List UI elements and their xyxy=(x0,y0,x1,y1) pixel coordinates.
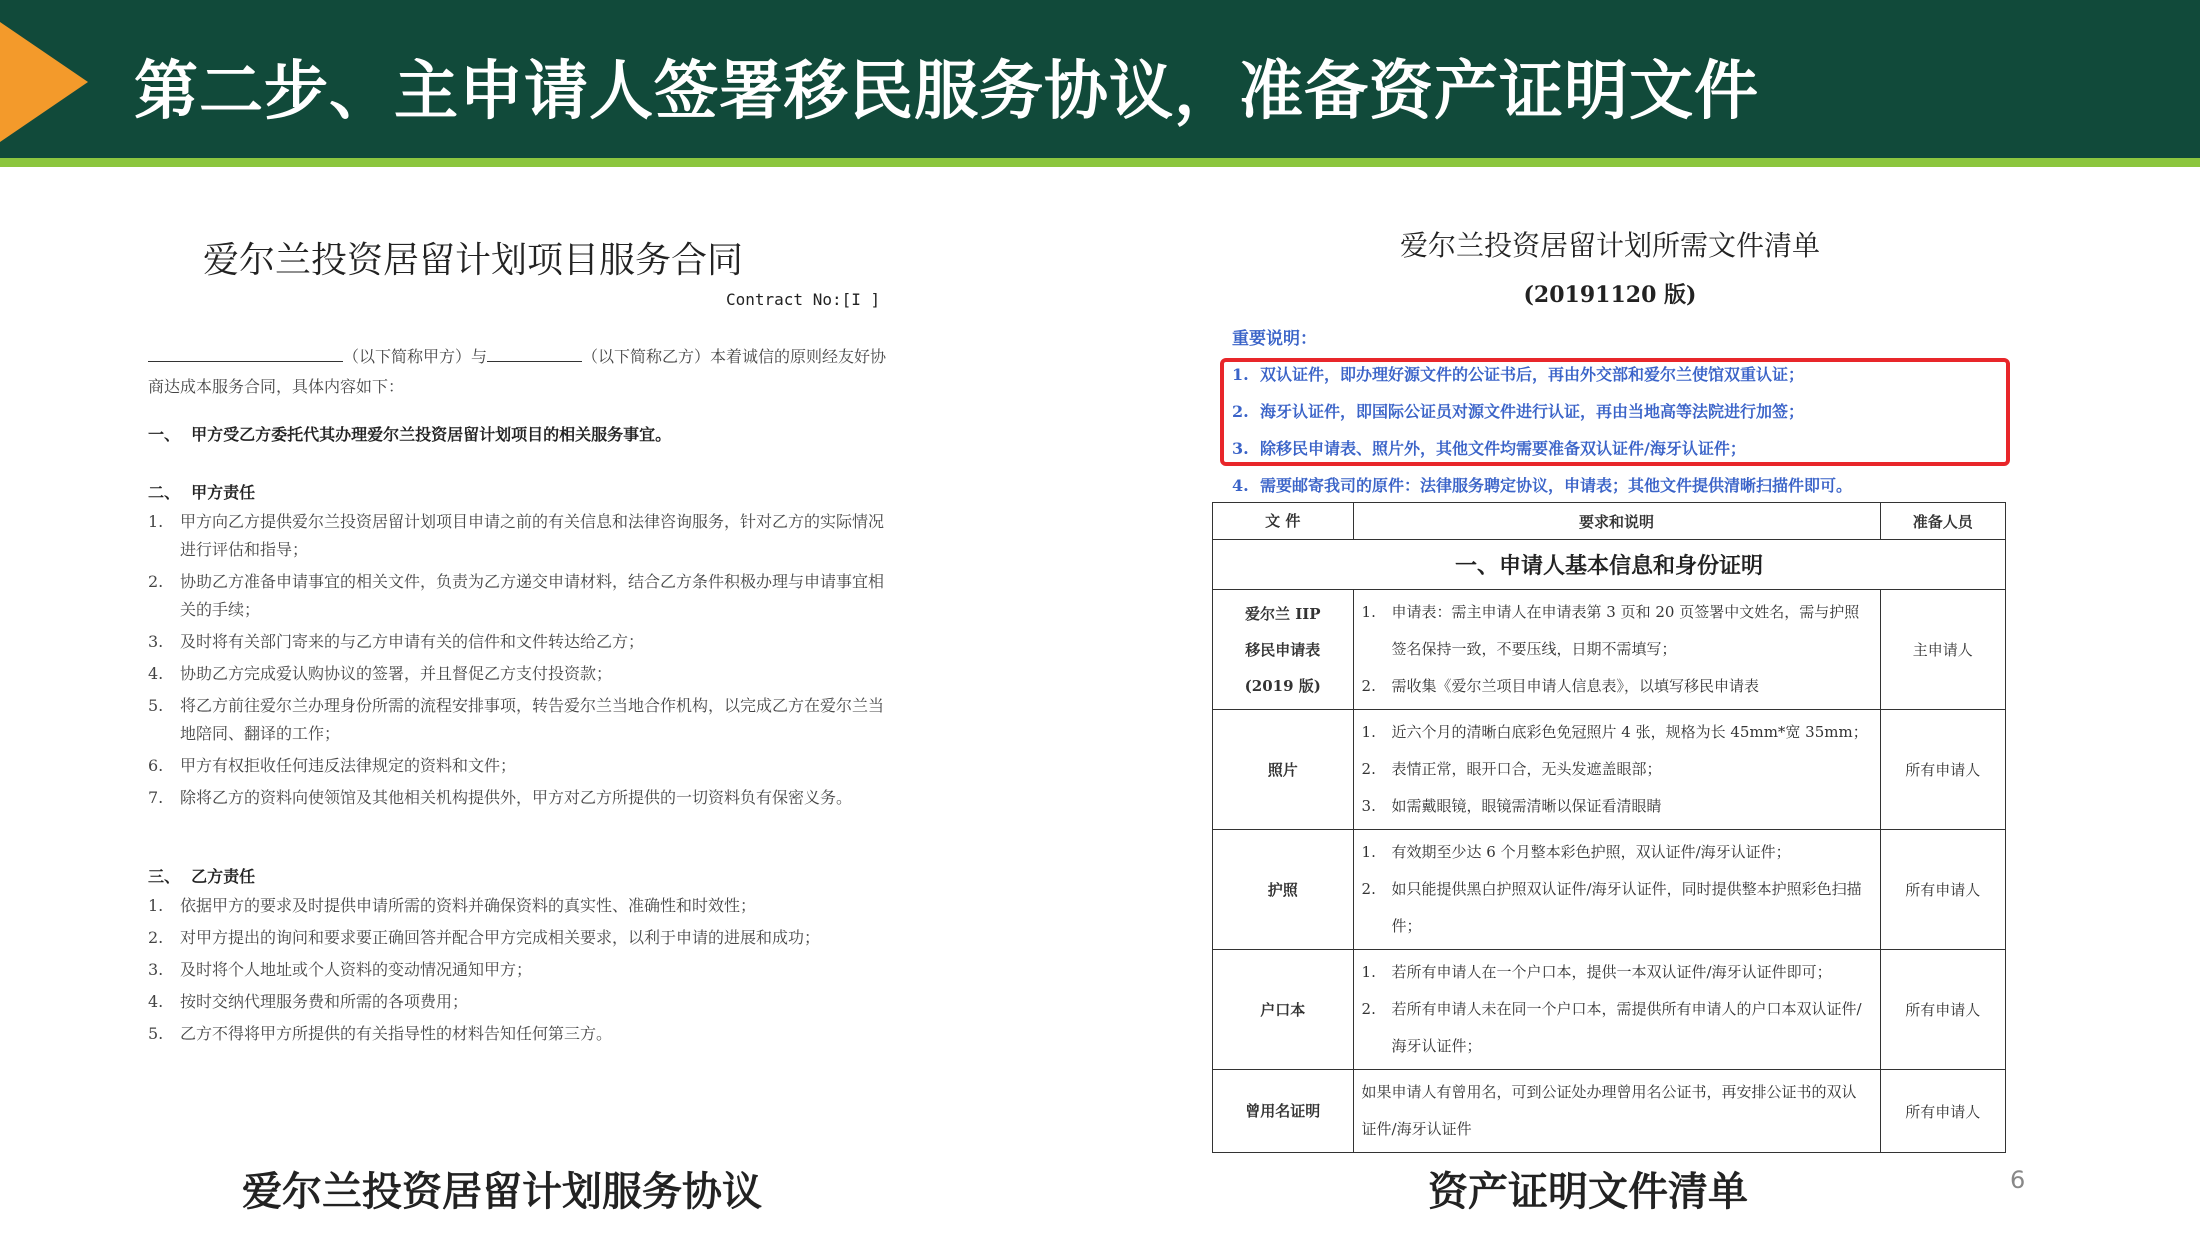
contract-document xyxy=(148,222,888,1092)
requirements-table xyxy=(1212,502,2006,1153)
who-cell: 所有申请人 xyxy=(1880,830,2005,950)
doc-cell: 照片 xyxy=(1213,710,1354,830)
list-item: 4. 协助乙方完成爱认购协议的签署，并且督促乙方支付投资款； xyxy=(148,664,613,683)
contract-section-2 xyxy=(148,478,888,816)
who-cell: 所有申请人 xyxy=(1880,950,2005,1070)
who-cell: 所有申请人 xyxy=(1880,1070,2005,1153)
table-row xyxy=(1213,710,2006,830)
section-number: 三、 xyxy=(148,867,181,886)
table-row xyxy=(1213,1070,2006,1153)
section-number: 二、 xyxy=(148,483,181,502)
intro-part-a: （以下简称甲方）与 xyxy=(343,347,488,366)
note-item: 4. 需要邮寄我司的原件：法律服务聘定协议，申请表；其他文件提供清晰扫描件即可。 xyxy=(1232,476,1853,495)
contract-title: 爱尔兰投资居留计划项目服务合同 xyxy=(202,240,743,281)
desc-cell: 1. 申请表：需主申请人在申请表第 3 页和 20 页签署中文姓名，需与护照签名保持一致，不要压线，日期不需填写； 2. 需收集《爱尔兰项目申请人信息表》，以填写移民申请表 xyxy=(1353,590,1880,710)
party-b-blank xyxy=(487,344,582,362)
caption-right: 资产证明文件清单 xyxy=(1428,1169,1748,1215)
page-title: 第二步、主申请人签署移民服务协议，准备资产证明文件 xyxy=(134,55,1759,129)
contract-intro xyxy=(148,342,888,402)
section-heading: 甲方责任 xyxy=(191,483,256,502)
who-cell: 主申请人 xyxy=(1880,590,2005,710)
table-header-row xyxy=(1213,503,2006,540)
desc-cell: 1. 有效期至少达 6 个月整本彩色护照，双认证件/海牙认证件； 2. 如只能提供黑白护照双认证件/海牙认证件，同时提供整本护照彩色扫描件； xyxy=(1353,830,1880,950)
checklist-version: (20191120 版) xyxy=(1523,282,1697,308)
doc-cell: 爱尔兰 IIP 移民申请表 (2019 版) xyxy=(1213,590,1354,710)
who-cell: 所有申请人 xyxy=(1880,710,2005,830)
list-item: 3. 及时将个人地址或个人资料的变动情况通知甲方； xyxy=(148,960,533,979)
list-item: 5. 乙方不得将甲方所提供的有关指导性的材料告知任何第三方。 xyxy=(148,1024,613,1043)
table-row xyxy=(1213,950,2006,1070)
document-checklist xyxy=(1210,222,2010,1138)
contract-section-1 xyxy=(148,420,888,450)
note-item: 3. 除移民申请表、照片外，其他文件均需要准备双认证件/海牙认证件； xyxy=(1232,439,1746,458)
header-who: 准备人员 xyxy=(1880,503,2005,540)
intro-part-b: （以下简称乙方）本着诚信的原则经友好协商达成本服务合同，具体内容如下： xyxy=(148,347,887,396)
section-title: 一、申请人基本信息和身份证明 xyxy=(1213,540,2006,590)
desc-cell: 1. 近六个月的清晰白底彩色免冠照片 4 张，规格为长 45mm*宽 35mm； 2. 表情正常，眼开口合，无头发遮盖眼部； 3. 如需戴眼镜，眼镜需清晰以保证看清眼睛 xyxy=(1353,710,1880,830)
desc-cell: 如果申请人有曾用名，可到公证处办理曾用名公证书，再安排公证书的双认证件/海牙认证件 xyxy=(1353,1070,1880,1153)
contract-number: Contract No:[I ] xyxy=(726,290,881,309)
list-item: 2. 协助乙方准备申请事宜的相关文件，负责为乙方递交申请材料，结合乙方条件积极办理与申请事宜相关的手续； xyxy=(148,572,885,619)
header-doc: 文 件 xyxy=(1213,503,1354,540)
header-stripe xyxy=(0,158,2200,167)
list-item: 4. 按时交纳代理服务费和所需的各项费用； xyxy=(148,992,469,1011)
highlight-box xyxy=(1220,358,2010,466)
party-a-blank xyxy=(148,344,343,362)
list-item: 1. 依据甲方的要求及时提供申请所需的资料并确保资料的真实性、准确性和时效性； xyxy=(148,896,757,915)
section-text: 甲方受乙方委托代其办理爱尔兰投资居留计划项目的相关服务事宜。 xyxy=(191,425,672,444)
table-row xyxy=(1213,830,2006,950)
section-heading: 乙方责任 xyxy=(191,867,256,886)
note-item: 2. 海牙认证件，即国际公证员对源文件进行认证，再由当地高等法院进行加签； xyxy=(1232,402,1805,421)
page-number: 6 xyxy=(2010,1166,2026,1194)
doc-cell: 曾用名证明 xyxy=(1213,1070,1354,1153)
doc-cell: 护照 xyxy=(1213,830,1354,950)
contract-section-3 xyxy=(148,862,888,1052)
section-number: 一、 xyxy=(148,425,181,444)
table-row xyxy=(1213,590,2006,710)
list-item: 7. 除将乙方的资料向使领馆及其他相关机构提供外，甲方对乙方所提供的一切资料负有保密义务。 xyxy=(148,788,853,807)
checklist-title: 爱尔兰投资居留计划所需文件清单 xyxy=(1399,229,1820,262)
header-desc: 要求和说明 xyxy=(1353,503,1880,540)
list-item: 1. 甲方向乙方提供爱尔兰投资居留计划项目申请之前的有关信息和法律咨询服务，针对乙方的实际情况进行评估和指导； xyxy=(148,512,885,559)
arrow-marker-icon xyxy=(0,22,88,142)
desc-cell: 1. 若所有申请人在一个户口本，提供一本双认证件/海牙认证件即可； 2. 若所有申请人未在同一个户口本，需提供所有申请人的户口本双认证件/海牙认证件； xyxy=(1353,950,1880,1070)
list-item: 5. 将乙方前往爱尔兰办理身份所需的流程安排事项，转告爱尔兰当地合作机构，以完成乙方在爱尔兰当地陪同、翻译的工作； xyxy=(148,696,885,743)
list-item: 6. 甲方有权拒收任何违反法律规定的资料和文件； xyxy=(148,756,517,775)
list-item: 2. 对甲方提出的询问和要求要正确回答并配合甲方完成相关要求，以利于申请的进展和成功； xyxy=(148,928,821,947)
doc-cell: 户口本 xyxy=(1213,950,1354,1070)
note-item: 1. 双认证件，即办理好源文件的公证书后，再由外交部和爱尔兰使馆双重认证； xyxy=(1232,365,1805,384)
table-section-row xyxy=(1213,540,2006,590)
caption-left: 爱尔兰投资居留计划服务协议 xyxy=(242,1169,762,1215)
notes-label: 重要说明： xyxy=(1232,329,1317,349)
list-item: 3. 及时将有关部门寄来的与乙方申请有关的信件和文件转达给乙方； xyxy=(148,632,645,651)
